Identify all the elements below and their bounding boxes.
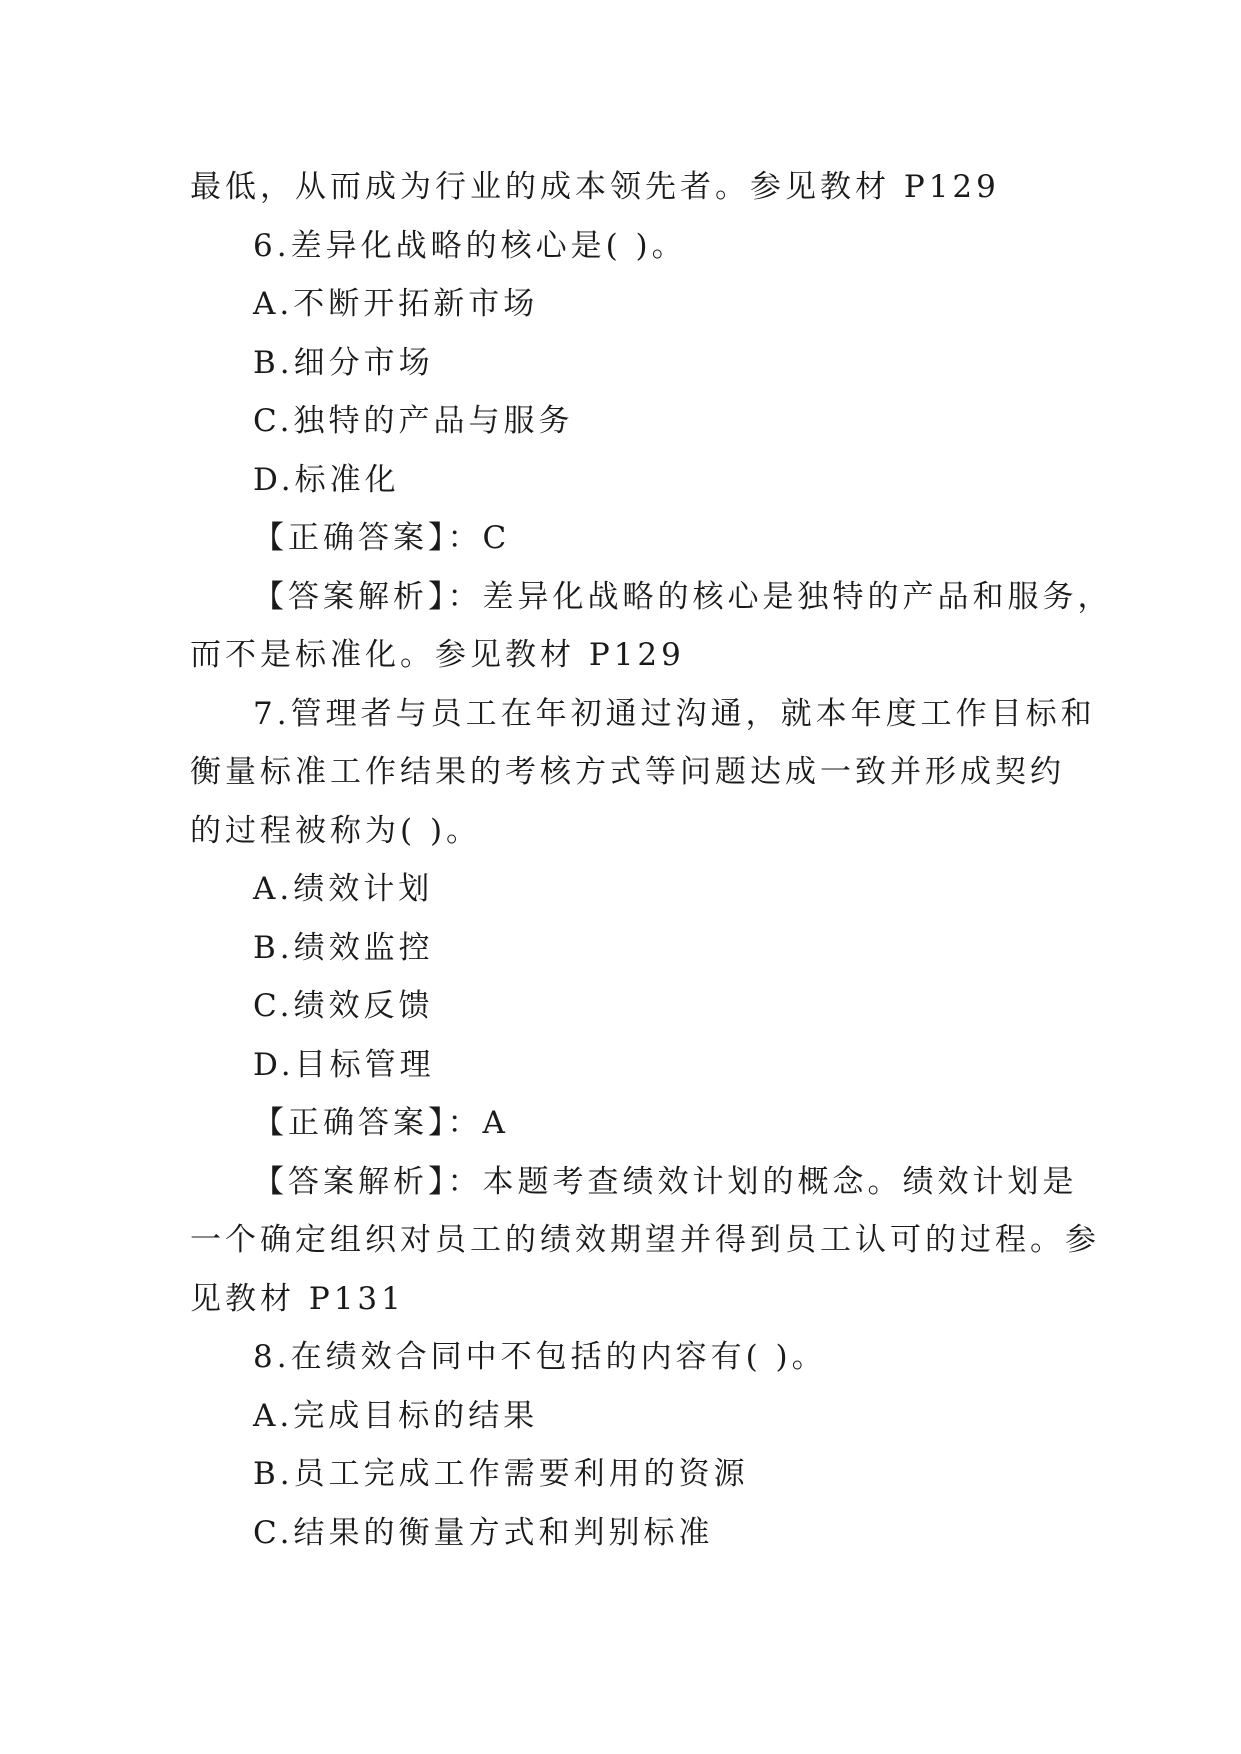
option-a: A.绩效计划 [253, 871, 434, 907]
correct-answer: 【正确答案】：A [253, 1105, 509, 1141]
option-b: B.细分市场 [253, 344, 434, 381]
option-c: C.独特的产品与服务 [253, 403, 574, 439]
option-c: C.绩效反馈 [253, 988, 434, 1024]
option-b: B.绩效监控 [253, 929, 434, 966]
option-c: C.结果的衡量方式和判别标准 [253, 1514, 714, 1551]
option-d: D.标准化 [253, 461, 400, 498]
text-line: 最低，从而成为行业的成本领先者。参见教材 P129 [190, 169, 1000, 205]
correct-answer: 【正确答案】：C [253, 520, 511, 556]
option-a: A.完成目标的结果 [253, 1397, 539, 1434]
question-8: 8.在绩效合同中不包括的内容有( )。 [253, 1339, 827, 1375]
text-line: 衡量标准工作结果的考核方式等问题达成一致并形成契约 [190, 754, 1065, 790]
question-6: 6.差异化战略的核心是( )。 [253, 227, 687, 264]
question-7: 7.管理者与员工在年初通过沟通，就本年度工作目标和 [253, 695, 1096, 732]
option-a: A.不断开拓新市场 [253, 286, 539, 322]
answer-explanation: 【答案解析】：本题考查绩效计划的概念。绩效计划是 [253, 1163, 1078, 1200]
text-line: 一个确定组织对员工的绩效期望并得到员工认可的过程。参 [190, 1222, 1100, 1258]
option-d: D.目标管理 [253, 1046, 435, 1083]
answer-explanation: 【答案解析】：差异化战略的核心是独特的产品和服务， [253, 578, 1113, 615]
document-body [190, 158, 1113, 1562]
option-b: B.员工完成工作需要利用的资源 [253, 1456, 749, 1492]
text-line: 的过程被称为( )。 [190, 812, 482, 849]
text-line: 见教材 P131 [190, 1280, 405, 1317]
text-line: 而不是标准化。参见教材 P129 [190, 637, 685, 673]
